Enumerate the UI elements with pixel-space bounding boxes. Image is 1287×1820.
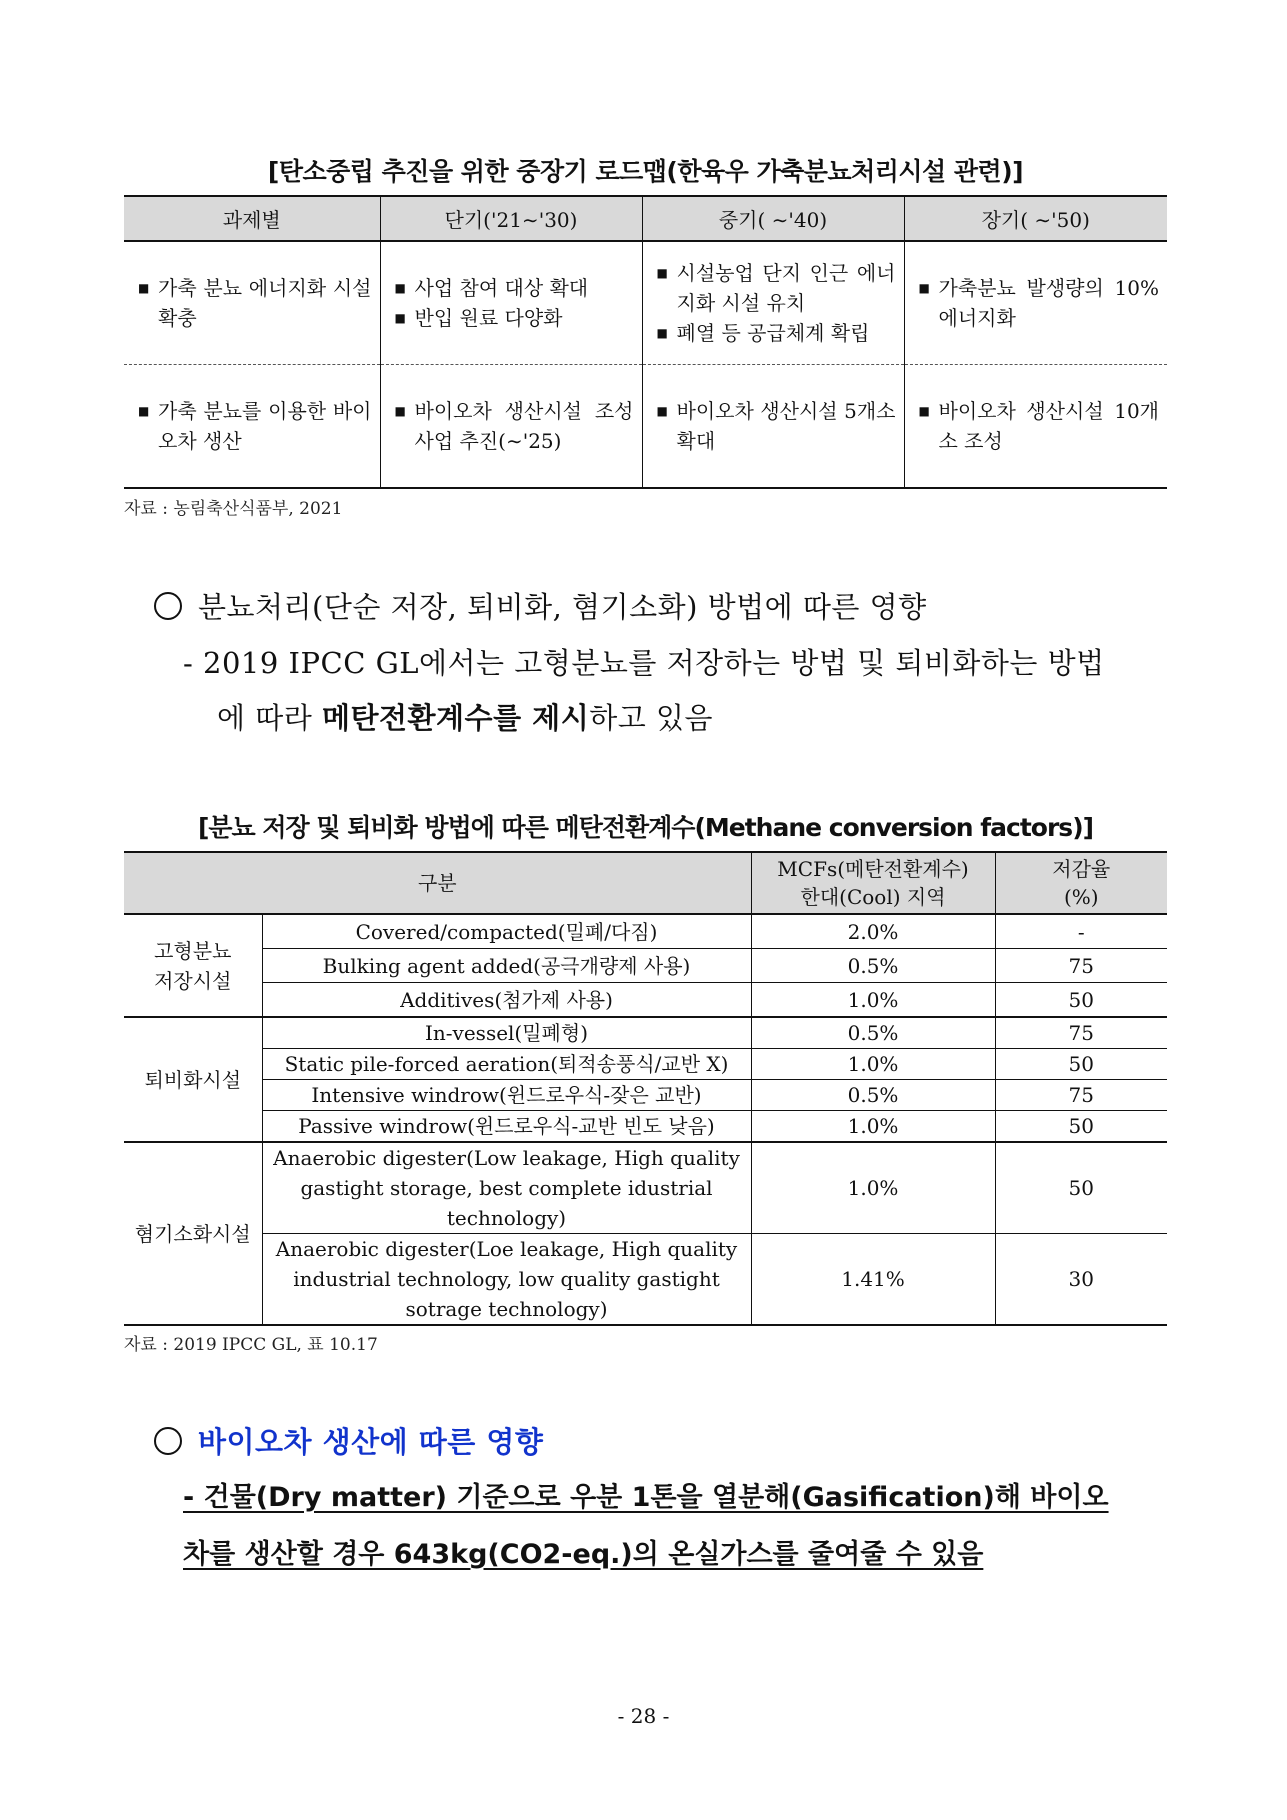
cell-text: 가축 분뇨 에너지화 시설 확충 xyxy=(158,276,372,330)
cell-text: 가축 분뇨를 이용한 바이오차 생산 xyxy=(158,399,372,453)
section1-line2 xyxy=(217,696,713,737)
section1-line1: - 2019 IPCC GL에서는 고형분뇨를 저장하는 방법 및 퇴비화하는 방법 xyxy=(183,646,1105,680)
table-cell xyxy=(124,241,380,365)
rate-cell: 50 xyxy=(995,1049,1167,1080)
cell-text: 반입 원료 다양화 xyxy=(414,306,563,330)
mcf-header-rate-line2: (%) xyxy=(1063,885,1099,909)
circle-bullet-icon xyxy=(154,592,182,620)
rate-cell: 75 xyxy=(995,1080,1167,1111)
page-number: - 28 - xyxy=(617,1704,670,1728)
table-row xyxy=(124,1142,1167,1234)
bullet-icon: ■ xyxy=(394,281,406,295)
group-label-line1: 고형분뇨 xyxy=(154,938,232,963)
table-cell xyxy=(642,365,904,489)
group-label: 혐기소화시설 xyxy=(124,1142,262,1325)
mcf-title: [분뇨 저장 및 퇴비화 방법에 따른 메탄전환계수(Methane conversion factors)] xyxy=(197,813,1094,842)
table-row xyxy=(124,914,1167,949)
table-cell xyxy=(380,365,642,489)
mcf-header-group: 구분 xyxy=(124,852,751,914)
table-row xyxy=(124,1017,1167,1049)
bullet-icon: ■ xyxy=(138,404,150,418)
mcf-cell: 1.0% xyxy=(751,1142,995,1234)
section2-heading xyxy=(154,1420,543,1461)
section1-line2-bold: 메탄전환계수를 제시 xyxy=(321,701,590,735)
bullet-icon: ■ xyxy=(918,281,930,295)
table-row xyxy=(124,983,1167,1018)
item-cell: Passive windrow(윈드로우식-교반 빈도 낮음) xyxy=(262,1111,751,1143)
roadmap-title: [탄소중립 추진을 위한 중장기 로드맵(한육우 가축분뇨처리시설 관련)] xyxy=(267,157,1024,186)
mcf-header-mcf-line2: 한대(Cool) 지역 xyxy=(800,885,946,909)
table-cell xyxy=(904,365,1167,489)
bullet-icon: ■ xyxy=(656,404,668,418)
item-cell: Anaerobic digester(Low leakage, High quality gastight storage, best complete idustrial technology) xyxy=(262,1142,751,1234)
rate-cell: - xyxy=(995,914,1167,949)
table-cell xyxy=(904,241,1167,365)
table-row xyxy=(124,1080,1167,1111)
rate-cell: 50 xyxy=(995,1111,1167,1143)
mcf-cell: 0.5% xyxy=(751,949,995,983)
roadmap-header-mid: 중기( ∼'40) xyxy=(642,196,904,241)
mcf-cell: 0.5% xyxy=(751,1017,995,1049)
roadmap-header-long: 장기( ∼'50) xyxy=(904,196,1167,241)
roadmap-table xyxy=(124,195,1167,489)
table-row xyxy=(124,241,1167,365)
roadmap-header-short: 단기('21∼'30) xyxy=(380,196,642,241)
section1-line2-a: 에 따라 xyxy=(217,701,322,735)
table-cell xyxy=(380,241,642,365)
item-cell: Static pile-forced aeration(퇴적송풍식/교반 X) xyxy=(262,1049,751,1080)
cell-text: 바이오차 생산시설 5개소 확대 xyxy=(676,399,896,453)
table-row xyxy=(124,1111,1167,1143)
rate-cell: 75 xyxy=(995,949,1167,983)
mcf-header-mcf xyxy=(751,852,995,914)
item-cell: Bulking agent added(공극개량제 사용) xyxy=(262,949,751,983)
rate-cell: 50 xyxy=(995,1142,1167,1234)
item-cell: Covered/compacted(밀폐/다짐) xyxy=(262,914,751,949)
item-cell: Intensive windrow(윈드로우식-잦은 교반) xyxy=(262,1080,751,1111)
cell-text: 시설농업 단지 인근 에너지화 시설 유치 xyxy=(676,261,896,315)
section1-heading xyxy=(154,585,927,626)
rate-cell: 50 xyxy=(995,983,1167,1018)
mcf-header-rate-line1: 저감율 xyxy=(1052,857,1111,881)
bullet-icon: ■ xyxy=(394,311,406,325)
item-cell: Additives(첨가제 사용) xyxy=(262,983,751,1018)
section2-line2: 차를 생산할 경우 643kg(CO2-eq.)의 온실가스를 줄여줄 수 있음 xyxy=(183,1539,984,1570)
mcf-cell: 1.0% xyxy=(751,983,995,1018)
section1-line2-c: 하고 있음 xyxy=(589,701,713,735)
cell-text: 바이오차 생산시설 10개소 조성 xyxy=(938,399,1159,453)
mcf-cell: 2.0% xyxy=(751,914,995,949)
bullet-icon: ■ xyxy=(394,404,406,418)
section2-line1: - 건물(Dry matter) 기준으로 우분 1톤을 열분해(Gasification)해 바이오 xyxy=(183,1482,1109,1513)
group-label-line2: 저장시설 xyxy=(154,968,232,993)
roadmap-header-row xyxy=(124,196,1167,241)
table-row xyxy=(124,1049,1167,1080)
mcf-cell: 0.5% xyxy=(751,1080,995,1111)
item-cell: In-vessel(밀폐형) xyxy=(262,1017,751,1049)
mcf-cell: 1.0% xyxy=(751,1049,995,1080)
rate-cell: 75 xyxy=(995,1017,1167,1049)
cell-text: 폐열 등 공급체계 확립 xyxy=(676,321,870,345)
mcf-header-row xyxy=(124,852,1167,914)
rate-cell: 30 xyxy=(995,1234,1167,1326)
table-row xyxy=(124,949,1167,983)
mcf-header-mcf-line1: MCFs(메탄전환계수) xyxy=(777,857,969,881)
mcf-source: 자료 : 2019 IPCC GL, 표 10.17 xyxy=(124,1335,378,1355)
item-cell: Anaerobic digester(Loe leakage, High quality industrial technology, low quality gastight sotrage technology) xyxy=(262,1234,751,1326)
group-label xyxy=(124,914,262,1017)
bullet-icon: ■ xyxy=(656,326,668,340)
table-cell xyxy=(124,365,380,489)
cell-text: 가축분뇨 발생량의 10% 에너지화 xyxy=(938,276,1159,330)
mcf-cell: 1.41% xyxy=(751,1234,995,1326)
circle-bullet-icon xyxy=(154,1427,182,1455)
table-cell xyxy=(642,241,904,365)
cell-text: 바이오차 생산시설 조성사업 추진(∼'25) xyxy=(414,399,634,453)
bullet-icon: ■ xyxy=(656,266,668,280)
roadmap-header-task: 과제별 xyxy=(124,196,380,241)
mcf-cell: 1.0% xyxy=(751,1111,995,1143)
table-row xyxy=(124,365,1167,489)
section1-heading-text: 분뇨처리(단순 저장, 퇴비화, 혐기소화) 방법에 따른 영향 xyxy=(198,590,927,624)
bullet-icon: ■ xyxy=(918,404,930,418)
roadmap-source: 자료 : 농림축산식품부, 2021 xyxy=(124,499,343,519)
cell-text: 사업 참여 대상 확대 xyxy=(414,276,589,300)
section2-heading-text: 바이오차 생산에 따른 영향 xyxy=(198,1425,544,1459)
mcf-table xyxy=(124,851,1167,1326)
table-row xyxy=(124,1234,1167,1326)
group-label: 퇴비화시설 xyxy=(124,1017,262,1142)
mcf-header-rate xyxy=(995,852,1167,914)
bullet-icon: ■ xyxy=(138,281,150,295)
